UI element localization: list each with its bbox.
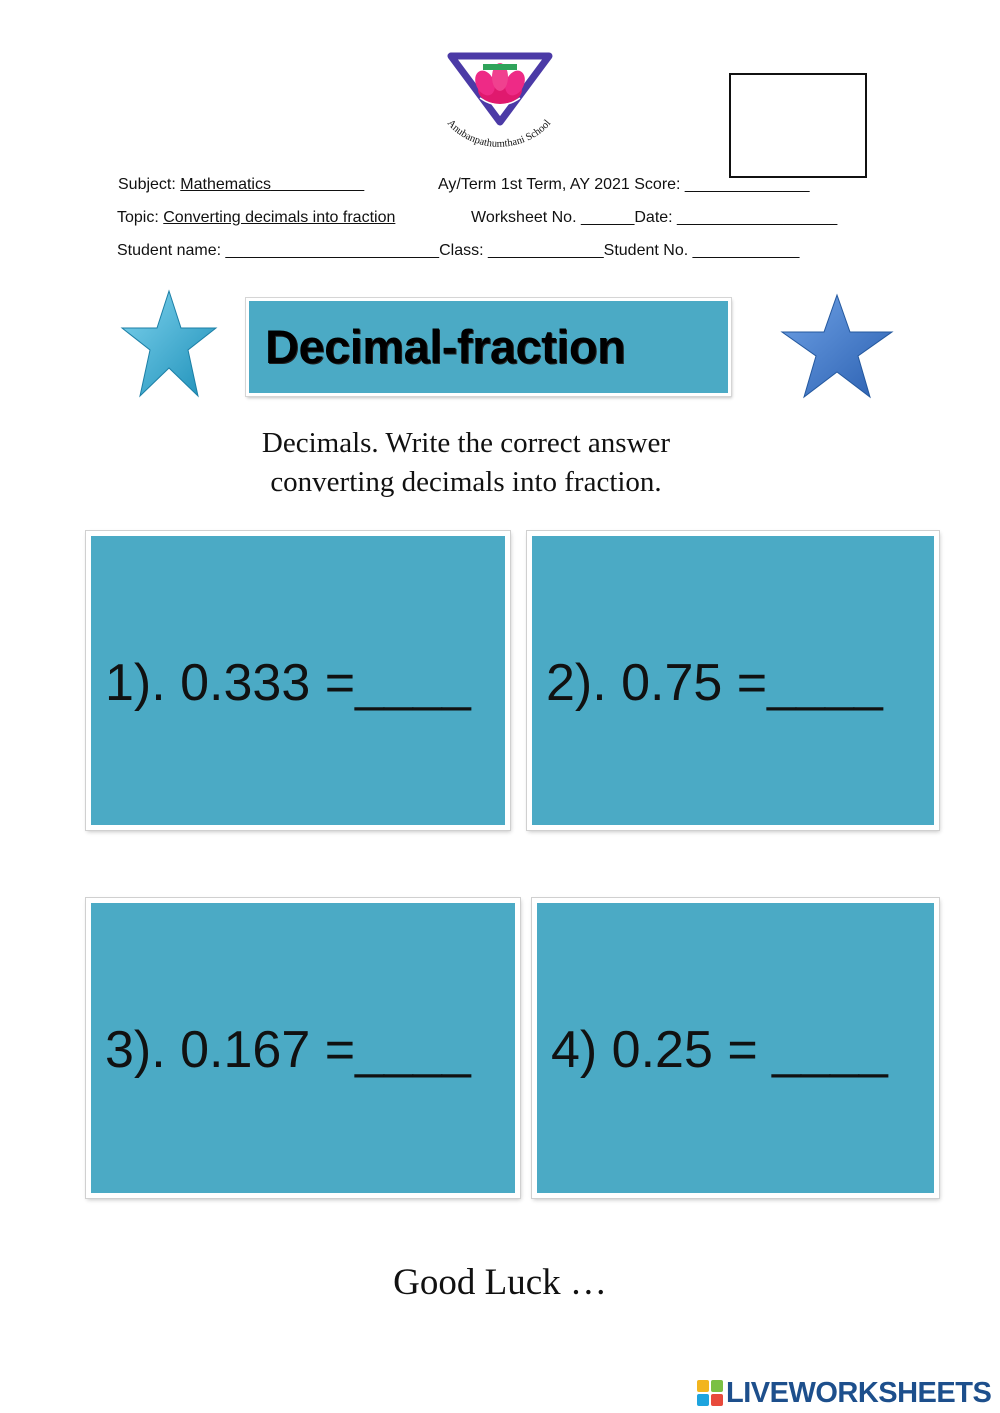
brand-name: LIVEWORKSHEETS <box>726 1376 992 1409</box>
title-banner <box>246 298 731 396</box>
school-logo <box>425 50 570 150</box>
term-score-line: Ay/Term 1st Term, AY 2021 Score: ______________ <box>438 176 810 193</box>
question-2-text: 2). 0.75 =____ <box>546 654 883 712</box>
question-4-text: 4) 0.25 = ____ <box>551 1021 888 1079</box>
score-box[interactable] <box>729 73 867 178</box>
question-card-4[interactable] <box>532 898 939 1198</box>
liveworksheets-logo-icon <box>697 1380 723 1406</box>
good-luck-text: Good Luck … <box>393 1262 607 1303</box>
student-line: Student name: ________________________Class: _____________Student No. ____________ <box>117 242 800 259</box>
topic-line <box>117 208 395 228</box>
star-icon-left <box>120 288 218 400</box>
question-1-text: 1). 0.333 =____ <box>105 654 471 712</box>
question-card-1[interactable] <box>86 531 510 830</box>
question-card-3[interactable] <box>86 898 520 1198</box>
subject-value: Mathematics <box>180 176 271 193</box>
worksheet-date-line: Worksheet No. ______Date: __________________ <box>471 209 838 226</box>
question-card-2[interactable] <box>527 531 939 830</box>
instructions-line-1: Decimals. Write the correct answer <box>261 427 671 459</box>
instructions-line-2: converting decimals into fraction. <box>270 466 662 498</box>
worksheet-title: Decimal-fraction <box>265 320 626 373</box>
school-name-arc: Anubanpathumthani School <box>444 117 554 150</box>
subject-label: Subject: <box>118 176 181 193</box>
subject-underline-fill <box>271 176 364 193</box>
topic-value: Converting decimals into fraction <box>163 209 396 226</box>
star-icon-right <box>780 292 894 400</box>
topic-label: Topic: <box>117 209 164 226</box>
subject-line <box>118 175 364 195</box>
question-3-text: 3). 0.167 =____ <box>105 1021 471 1079</box>
liveworksheets-brand <box>697 1376 991 1410</box>
